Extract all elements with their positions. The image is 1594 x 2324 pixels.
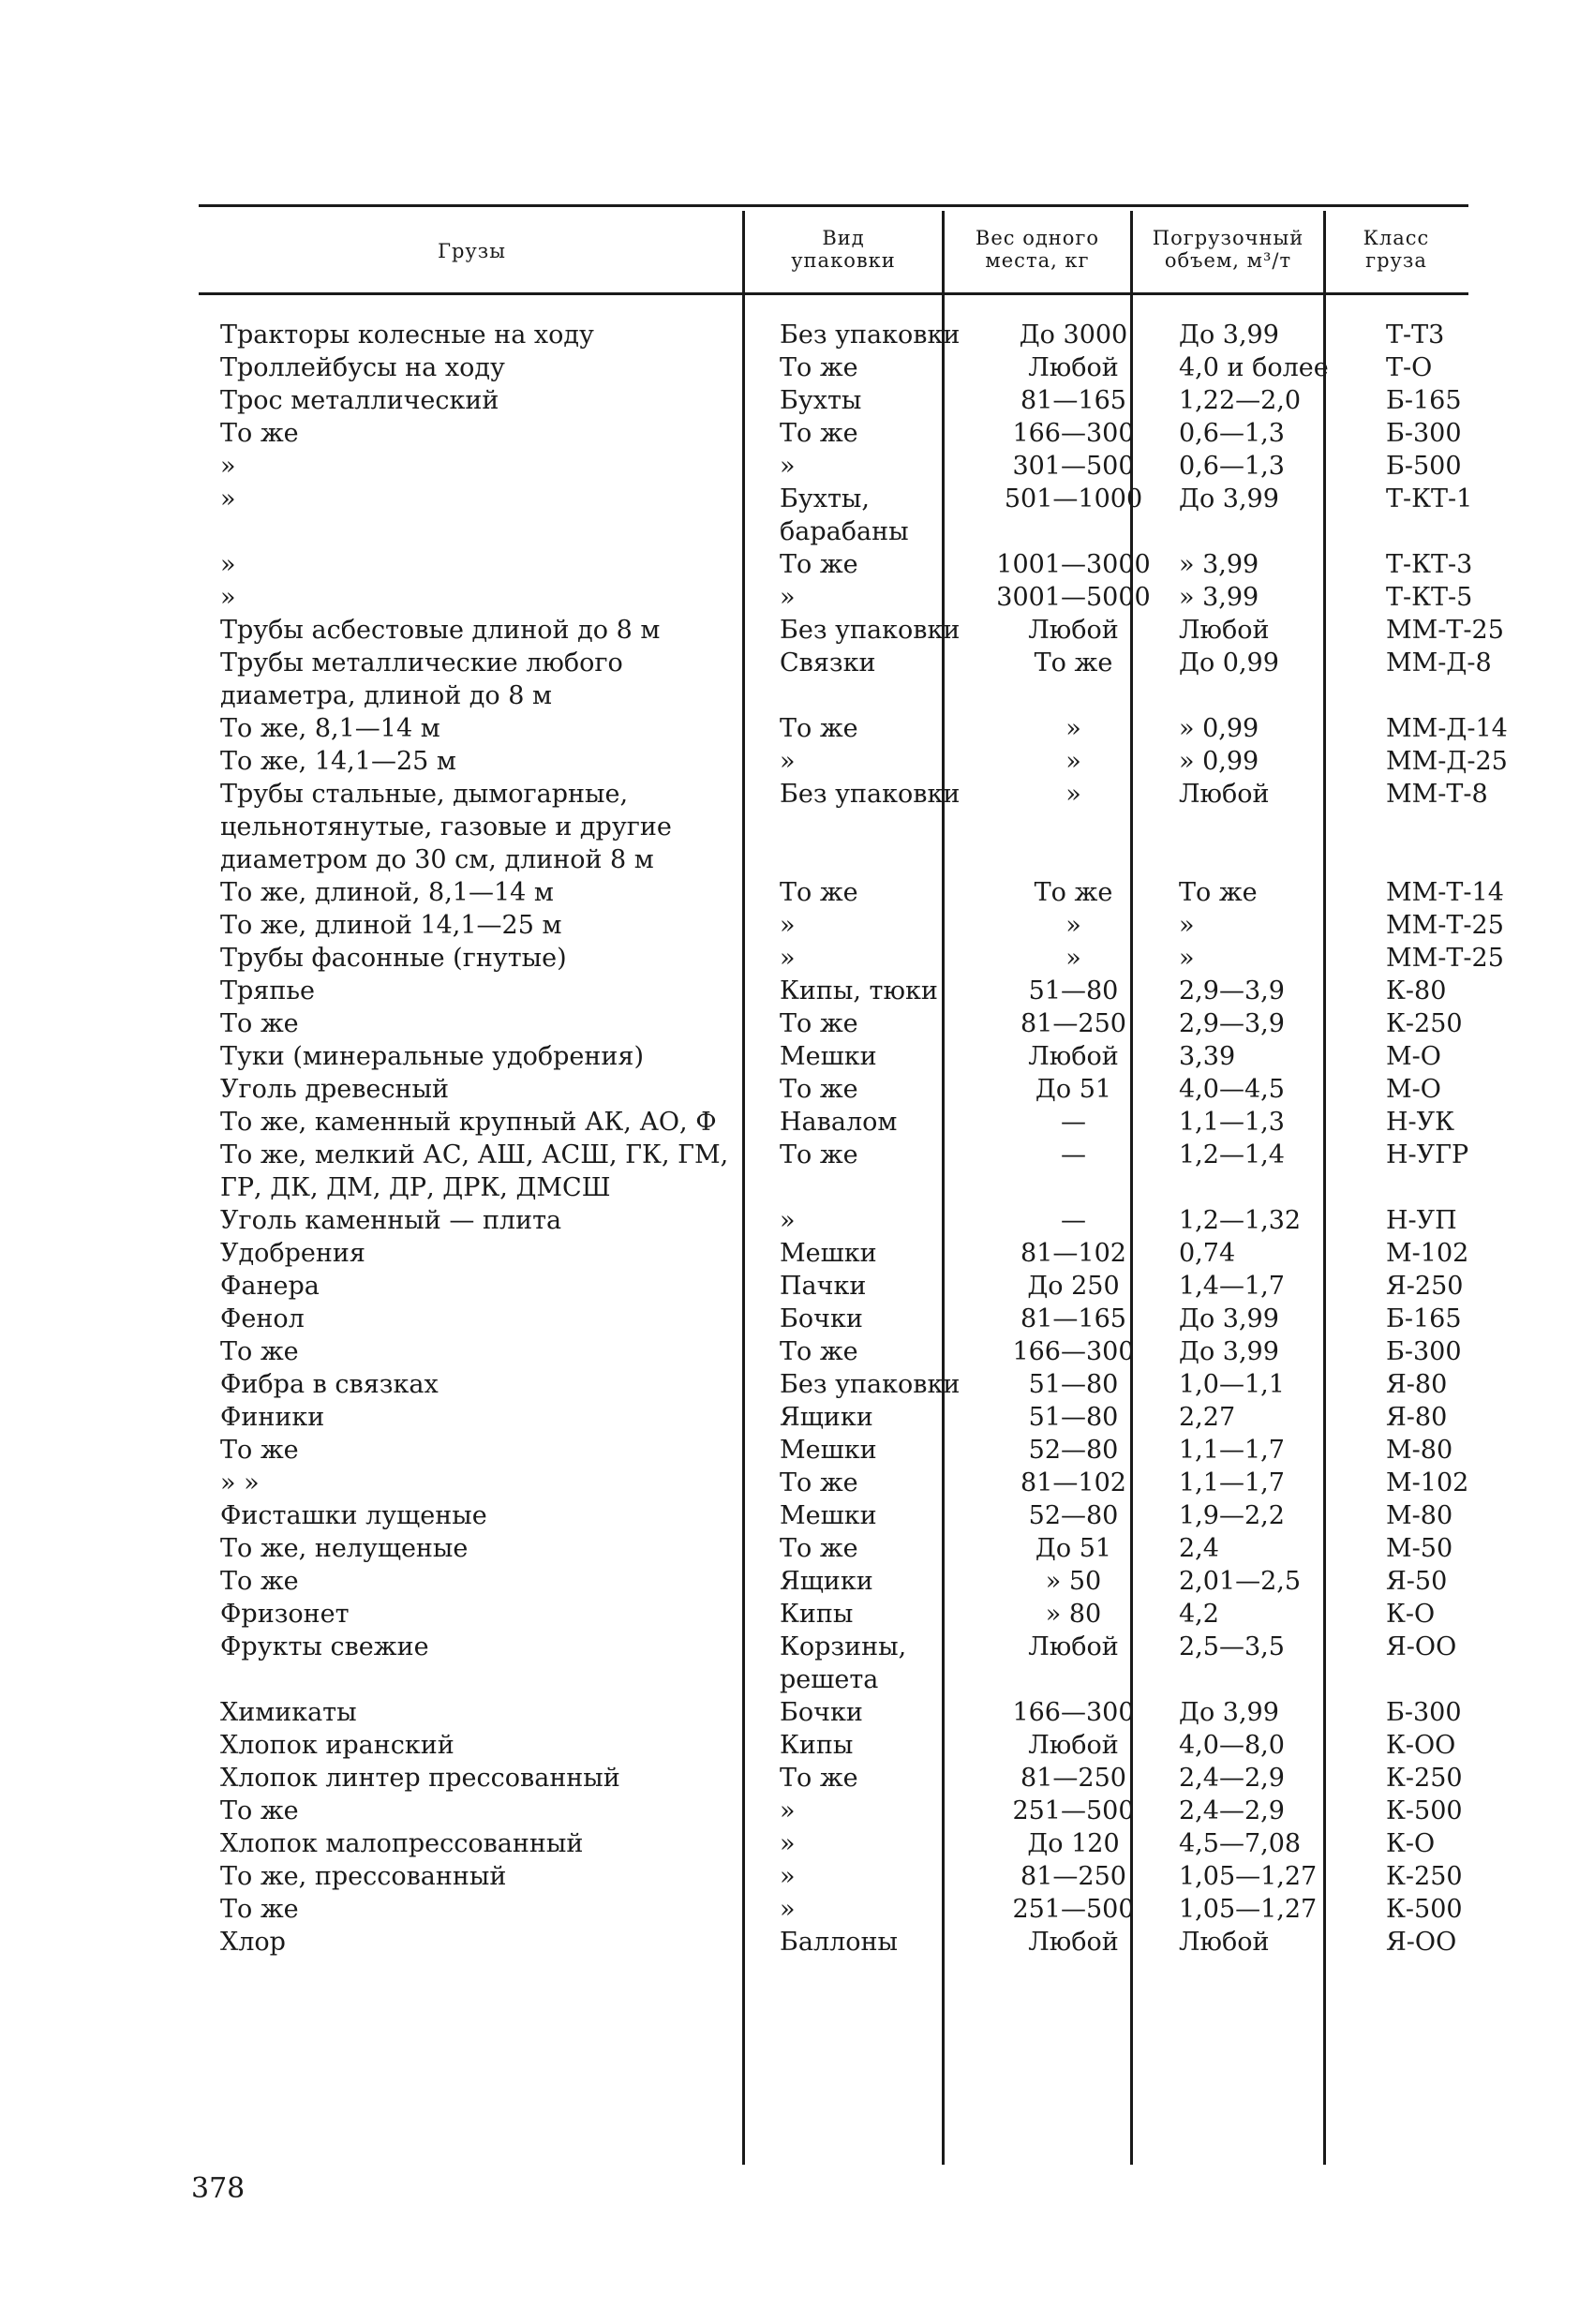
weight-cell: 251—500: [1012, 1796, 1135, 1825]
class-cell: М-О: [1386, 1075, 1441, 1104]
table-row: [201, 614, 1511, 647]
packaging-cell: Ящики: [780, 1403, 873, 1432]
volume-cell: 4,0—8,0: [1179, 1731, 1285, 1760]
packaging-cell: Ящики: [780, 1567, 873, 1596]
table-row: [201, 1335, 1511, 1368]
table-row: [201, 909, 1511, 942]
volume-cell: 2,9—3,9: [1179, 1009, 1285, 1038]
table-row: [201, 1401, 1511, 1434]
class-cell: К-250: [1386, 1009, 1463, 1038]
class-cell: Я-ОО: [1386, 1632, 1457, 1661]
weight-cell: 1001—3000: [996, 550, 1151, 579]
cargo-cell: Химикаты: [220, 1698, 357, 1727]
packaging-cell: Без упаковки: [780, 616, 961, 645]
packaging-cell: Пачки: [780, 1272, 867, 1301]
volume-cell: »: [1179, 911, 1195, 940]
cargo-cell: Фанера: [220, 1272, 320, 1301]
packaging-cell: Навалом: [780, 1108, 898, 1137]
class-cell: Б-300: [1386, 1698, 1462, 1727]
cargo-cell: Трубы металлические любого диаметра, длиной до 8 м: [220, 648, 623, 710]
cargo-cell: То же: [220, 1009, 299, 1038]
cargo-cell: То же: [220, 1337, 299, 1366]
packaging-cell: Кипы: [780, 1600, 854, 1629]
cargo-cell: То же, длиной 14,1—25 м: [220, 911, 562, 940]
cargo-cell: Тряпье: [220, 976, 315, 1006]
packaging-cell: »: [780, 911, 796, 940]
packaging-cell: Связки: [780, 648, 876, 678]
cargo-cell: Трос металлический: [220, 386, 499, 415]
cargo-cell: »: [220, 484, 236, 514]
table-row: [201, 1467, 1511, 1499]
table-row: [201, 417, 1511, 450]
table-row: [201, 1860, 1511, 1893]
volume-cell: 1,1—1,7: [1179, 1436, 1285, 1465]
volume-cell: »: [1179, 944, 1195, 973]
volume-cell: 2,27: [1179, 1403, 1236, 1432]
weight-cell: До 51: [1035, 1534, 1112, 1563]
class-cell: М-102: [1386, 1468, 1469, 1497]
table-row: [201, 1893, 1511, 1926]
cargo-cell: Туки (минеральные удобрения): [220, 1042, 644, 1071]
cargo-cell: Фенол: [220, 1304, 305, 1333]
weight-cell: То же: [1034, 648, 1113, 678]
weight-cell: » 50: [1045, 1567, 1102, 1596]
class-cell: К-ОО: [1386, 1731, 1456, 1760]
class-cell: ММ-Д-25: [1386, 747, 1508, 776]
cargo-cell: Фризонет: [220, 1600, 350, 1629]
weight-cell: До 250: [1027, 1272, 1120, 1301]
cargo-cell: То же: [220, 1436, 299, 1465]
class-cell: К-250: [1386, 1862, 1463, 1891]
packaging-cell: »: [780, 1862, 796, 1891]
volume-cell: 2,4—2,9: [1179, 1796, 1285, 1825]
weight-cell: 51—80: [1028, 1370, 1119, 1399]
cargo-cell: То же: [220, 1567, 299, 1596]
cargo-table: [201, 319, 1511, 1959]
cargo-cell: » »: [220, 1468, 260, 1497]
table-row: [201, 1237, 1511, 1270]
class-cell: Т-Т3: [1386, 320, 1445, 350]
class-cell: Т-КТ-5: [1386, 583, 1473, 612]
packaging-cell: Без упаковки: [780, 780, 961, 809]
header-packaging: Вид упаковки: [791, 227, 896, 272]
class-cell: Б-500: [1386, 452, 1462, 481]
weight-cell: »: [1065, 944, 1081, 973]
cargo-cell: Уголь древесный: [220, 1075, 450, 1104]
weight-cell: 51—80: [1028, 1403, 1119, 1432]
table-row: [201, 745, 1511, 778]
class-cell: Б-300: [1386, 419, 1462, 448]
class-cell: Я-80: [1386, 1403, 1448, 1432]
weight-cell: » 80: [1045, 1600, 1102, 1629]
class-cell: М-80: [1386, 1501, 1453, 1530]
weight-cell: —: [1061, 1140, 1086, 1169]
weight-cell: 251—500: [1012, 1895, 1135, 1924]
volume-cell: Любой: [1179, 616, 1270, 645]
class-cell: Я-80: [1386, 1370, 1448, 1399]
weight-cell: То же: [1034, 878, 1113, 907]
volume-cell: 4,5—7,08: [1179, 1829, 1302, 1858]
packaging-cell: »: [780, 1895, 796, 1924]
weight-cell: Любой: [1028, 1731, 1119, 1760]
cargo-cell: Фисташки лущеные: [220, 1501, 487, 1530]
header-weight: Вес одного места, кг: [975, 227, 1100, 272]
packaging-cell: Бухты: [780, 386, 862, 415]
volume-cell: 1,1—1,7: [1179, 1468, 1285, 1497]
class-cell: К-О: [1386, 1829, 1436, 1858]
packaging-cell: »: [780, 583, 796, 612]
cargo-cell: »: [220, 583, 236, 612]
table-row: [201, 942, 1511, 975]
volume-cell: Любой: [1179, 1928, 1270, 1957]
table-row: [201, 548, 1511, 581]
weight-cell: 501—1000: [1004, 484, 1143, 514]
volume-cell: » 0,99: [1179, 714, 1259, 743]
volume-cell: До 3,99: [1179, 320, 1279, 350]
table-row: [201, 1007, 1511, 1040]
class-cell: ММ-Т-25: [1386, 944, 1504, 973]
table-row: [201, 581, 1511, 614]
volume-cell: До 3,99: [1179, 1698, 1279, 1727]
packaging-cell: »: [780, 1206, 796, 1235]
table-row: [201, 1368, 1511, 1401]
class-cell: К-О: [1386, 1600, 1436, 1629]
page-number: 378: [191, 2172, 246, 2205]
cargo-cell: Фибра в связках: [220, 1370, 439, 1399]
weight-cell: 81—165: [1020, 386, 1126, 415]
volume-cell: 2,01—2,5: [1179, 1567, 1302, 1596]
weight-cell: 81—165: [1020, 1304, 1126, 1333]
packaging-cell: »: [780, 944, 796, 973]
table-row: [201, 450, 1511, 483]
header-cargo: Грузы: [438, 240, 506, 262]
weight-cell: 166—300: [1012, 1337, 1135, 1366]
cargo-cell: Удобрения: [220, 1239, 365, 1268]
table-row: [201, 1762, 1511, 1795]
cargo-cell: Трубы фасонные (гнутые): [220, 944, 567, 973]
volume-cell: До 3,99: [1179, 1337, 1279, 1366]
packaging-cell: Кипы: [780, 1731, 854, 1760]
table-row: [201, 384, 1511, 417]
volume-cell: 1,9—2,2: [1179, 1501, 1285, 1530]
volume-cell: 4,2: [1179, 1600, 1219, 1629]
table-row: [201, 1795, 1511, 1827]
class-cell: Б-165: [1386, 1304, 1462, 1333]
table-row: [201, 1827, 1511, 1860]
packaging-cell: То же: [780, 1075, 858, 1104]
weight-cell: »: [1065, 747, 1081, 776]
class-cell: Я-50: [1386, 1567, 1448, 1596]
table-row: [201, 1696, 1511, 1729]
table-row: [201, 975, 1511, 1007]
packaging-cell: То же: [780, 714, 858, 743]
weight-cell: Любой: [1028, 1928, 1119, 1957]
table-row: [201, 351, 1511, 384]
class-cell: Н-УП: [1386, 1206, 1457, 1235]
volume-cell: 0,6—1,3: [1179, 452, 1285, 481]
volume-cell: 2,4—2,9: [1179, 1764, 1285, 1793]
header-class: Класс груза: [1363, 227, 1430, 272]
volume-cell: 1,4—1,7: [1179, 1272, 1285, 1301]
volume-cell: 1,0—1,1: [1179, 1370, 1285, 1399]
class-cell: ММ-Д-14: [1386, 714, 1508, 743]
table-row: [201, 876, 1511, 909]
table-row: [201, 1565, 1511, 1598]
volume-cell: 2,4: [1179, 1534, 1219, 1563]
packaging-cell: То же: [780, 1337, 858, 1366]
weight-cell: Любой: [1028, 616, 1119, 645]
weight-cell: »: [1065, 714, 1081, 743]
weight-cell: Любой: [1028, 1042, 1119, 1071]
class-cell: Н-УГР: [1386, 1140, 1469, 1169]
weight-cell: 166—300: [1012, 419, 1135, 448]
class-cell: Т-КТ-3: [1386, 550, 1473, 579]
cargo-cell: То же, прессованный: [220, 1862, 507, 1891]
packaging-cell: »: [780, 747, 796, 776]
volume-cell: 2,9—3,9: [1179, 976, 1285, 1006]
class-cell: Б-300: [1386, 1337, 1462, 1366]
packaging-cell: Мешки: [780, 1436, 877, 1465]
class-cell: М-О: [1386, 1042, 1441, 1071]
table-row: [201, 319, 1511, 351]
packaging-cell: То же: [780, 419, 858, 448]
weight-cell: 81—250: [1020, 1009, 1126, 1038]
table-row: [201, 483, 1511, 548]
volume-cell: 3,39: [1179, 1042, 1236, 1071]
packaging-cell: Мешки: [780, 1042, 877, 1071]
table-row: [201, 1532, 1511, 1565]
weight-cell: 81—250: [1020, 1764, 1126, 1793]
weight-cell: 52—80: [1028, 1501, 1119, 1530]
class-cell: Т-КТ-1: [1386, 484, 1473, 514]
weight-cell: »: [1065, 911, 1081, 940]
class-cell: Б-165: [1386, 386, 1462, 415]
packaging-cell: Без упаковки: [780, 1370, 961, 1399]
volume-cell: То же: [1179, 878, 1258, 907]
volume-cell: До 0,99: [1179, 648, 1279, 678]
packaging-cell: Бочки: [780, 1698, 863, 1727]
weight-cell: 52—80: [1028, 1436, 1119, 1465]
weight-cell: 81—250: [1020, 1862, 1126, 1891]
class-cell: ММ-Т-8: [1386, 780, 1488, 809]
weight-cell: —: [1061, 1108, 1086, 1137]
class-cell: ММ-Т-25: [1386, 911, 1504, 940]
cargo-cell: То же, мелкий АС, АШ, АСШ, ГК, ГМ, ГР, ДК, ДМ, ДР, ДРК, ДМСШ: [220, 1140, 729, 1202]
weight-cell: До 120: [1027, 1829, 1120, 1858]
weight-cell: До 51: [1035, 1075, 1112, 1104]
table-top-rule: [199, 204, 1468, 207]
packaging-cell: Бочки: [780, 1304, 863, 1333]
table-row: [201, 1139, 1511, 1204]
cargo-cell: »: [220, 452, 236, 481]
weight-cell: 81—102: [1020, 1468, 1126, 1497]
weight-cell: Любой: [1028, 1632, 1119, 1661]
volume-cell: 1,22—2,0: [1179, 386, 1302, 415]
table-row: [201, 1631, 1511, 1696]
packaging-cell: То же: [780, 878, 858, 907]
weight-cell: »: [1065, 780, 1081, 809]
packaging-cell: »: [780, 1796, 796, 1825]
class-cell: ММ-Д-8: [1386, 648, 1492, 678]
cargo-cell: Финики: [220, 1403, 325, 1432]
packaging-cell: Бухты, барабаны: [780, 484, 909, 546]
class-cell: М-80: [1386, 1436, 1453, 1465]
cargo-cell: Тракторы колесные на ходу: [220, 320, 594, 350]
table-row: [201, 1040, 1511, 1073]
packaging-cell: То же: [780, 1140, 858, 1169]
cargo-cell: То же, 14,1—25 м: [220, 747, 456, 776]
packaging-cell: То же: [780, 1468, 858, 1497]
class-cell: Я-ОО: [1386, 1928, 1457, 1957]
volume-cell: До 3,99: [1179, 1304, 1279, 1333]
volume-cell: Любой: [1179, 780, 1270, 809]
class-cell: М-50: [1386, 1534, 1453, 1563]
weight-cell: 301—500: [1012, 452, 1135, 481]
packaging-cell: Без упаковки: [780, 320, 961, 350]
class-cell: К-500: [1386, 1895, 1463, 1924]
cargo-cell: То же: [220, 1895, 299, 1924]
cargo-cell: Уголь каменный — плита: [220, 1206, 562, 1235]
class-cell: Я-250: [1386, 1272, 1464, 1301]
cargo-cell: То же, нелущеные: [220, 1534, 469, 1563]
packaging-cell: То же: [780, 1764, 858, 1793]
table-row: [201, 1598, 1511, 1631]
cargo-cell: Хлор: [220, 1928, 286, 1957]
table-row: [201, 1270, 1511, 1303]
weight-cell: 51—80: [1028, 976, 1119, 1006]
weight-cell: —: [1061, 1206, 1086, 1235]
cargo-cell: »: [220, 550, 236, 579]
packaging-cell: Баллоны: [780, 1928, 898, 1957]
cargo-cell: То же: [220, 419, 299, 448]
packaging-cell: Корзины, решета: [780, 1632, 907, 1694]
volume-cell: » 3,99: [1179, 550, 1259, 579]
table-row: [201, 1926, 1511, 1959]
class-cell: ММ-Т-25: [1386, 616, 1504, 645]
packaging-cell: То же: [780, 353, 858, 382]
volume-cell: 1,2—1,4: [1179, 1140, 1285, 1169]
table-row: [201, 1729, 1511, 1762]
packaging-cell: »: [780, 452, 796, 481]
volume-cell: 1,2—1,32: [1179, 1206, 1302, 1235]
volume-cell: 1,05—1,27: [1179, 1862, 1318, 1891]
cargo-cell: Трубы стальные, дымогарные, цельнотянутые, газовые и другие диаметром до 30 см, длиной 8 м: [220, 780, 672, 874]
class-cell: К-500: [1386, 1796, 1463, 1825]
class-cell: Н-УК: [1386, 1108, 1455, 1137]
cargo-cell: Хлопок иранский: [220, 1731, 454, 1760]
table-row: [201, 778, 1511, 876]
table-row: [201, 712, 1511, 745]
volume-cell: 0,74: [1179, 1239, 1236, 1268]
volume-cell: 4,0—4,5: [1179, 1075, 1285, 1104]
packaging-cell: »: [780, 1829, 796, 1858]
volume-cell: 1,1—1,3: [1179, 1108, 1285, 1137]
weight-cell: 166—300: [1012, 1698, 1135, 1727]
volume-cell: 2,5—3,5: [1179, 1632, 1285, 1661]
packaging-cell: Кипы, тюки: [780, 976, 938, 1006]
packaging-cell: Мешки: [780, 1501, 877, 1530]
volume-cell: 4,0 и более: [1179, 353, 1329, 382]
cargo-cell: То же, длиной, 8,1—14 м: [220, 878, 554, 907]
packaging-cell: То же: [780, 1009, 858, 1038]
class-cell: К-80: [1386, 976, 1447, 1006]
cargo-cell: То же, 8,1—14 м: [220, 714, 440, 743]
class-cell: Т-О: [1386, 353, 1433, 382]
table-row: [201, 1204, 1511, 1237]
class-cell: ММ-Т-14: [1386, 878, 1504, 907]
table-row: [201, 1434, 1511, 1467]
volume-cell: До 3,99: [1179, 484, 1279, 514]
packaging-cell: То же: [780, 550, 858, 579]
cargo-cell: Фрукты свежие: [220, 1632, 429, 1661]
packaging-cell: То же: [780, 1534, 858, 1563]
class-cell: К-250: [1386, 1764, 1463, 1793]
header-bottom-rule: [199, 292, 1468, 295]
weight-cell: До 3000: [1019, 320, 1128, 350]
table-row: [201, 1073, 1511, 1106]
table-row: [201, 647, 1511, 712]
cargo-cell: Троллейбусы на ходу: [220, 353, 505, 382]
cargo-cell: То же: [220, 1796, 299, 1825]
header-volume: Погрузочный объем, м³/т: [1152, 227, 1304, 272]
class-cell: М-102: [1386, 1239, 1469, 1268]
weight-cell: 81—102: [1020, 1239, 1126, 1268]
weight-cell: Любой: [1028, 353, 1119, 382]
table-row: [201, 1499, 1511, 1532]
table-row: [201, 1303, 1511, 1335]
cargo-cell: То же, каменный крупный АК, АО, Ф: [220, 1108, 717, 1137]
cargo-cell: Хлопок линтер прессованный: [220, 1764, 620, 1793]
volume-cell: » 0,99: [1179, 747, 1259, 776]
table-row: [201, 1106, 1511, 1139]
cargo-cell: Трубы асбестовые длиной до 8 м: [220, 616, 661, 645]
cargo-cell: Хлопок малопрессованный: [220, 1829, 584, 1858]
volume-cell: 0,6—1,3: [1179, 419, 1285, 448]
weight-cell: 3001—5000: [996, 583, 1151, 612]
volume-cell: 1,05—1,27: [1179, 1895, 1318, 1924]
packaging-cell: Мешки: [780, 1239, 877, 1268]
volume-cell: » 3,99: [1179, 583, 1259, 612]
